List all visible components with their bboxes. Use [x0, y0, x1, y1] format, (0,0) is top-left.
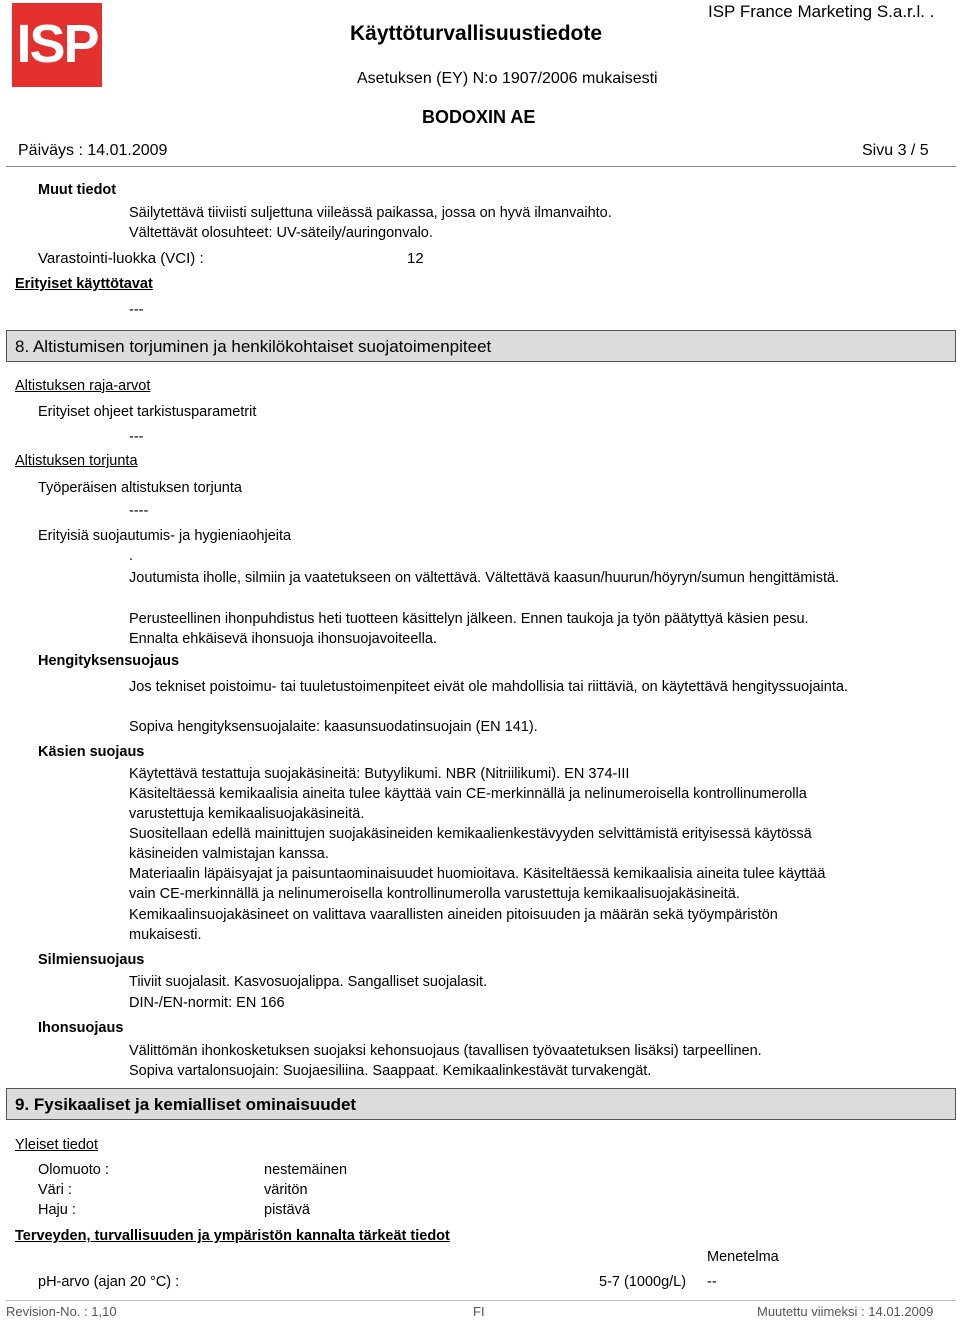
hand-protection-paragraph: Suositellaan edellä mainittujen suojakäsineiden kemikaalienkestävyyden selvittämistä erityisessä käytössä käsineiden valmistajan kanssa. [129, 826, 812, 863]
ph-label: pH-arvo (ajan 20 °C) : [38, 1274, 180, 1290]
occupational-control-heading: Työperäisen altistuksen torjunta [38, 480, 242, 496]
skin-protection-heading: Ihonsuojaus [38, 1020, 124, 1036]
property-value: väritön [264, 1182, 308, 1198]
logo-text: ISP [16, 14, 98, 74]
other-info-line: Säilytettävä tiiviisti suljettuna viileässä paikassa, jossa on hyvä ilmanvaihto. [129, 205, 612, 221]
product-name: BODOXIN AE [422, 107, 536, 127]
revision-number: Revision-No. : 1,10 [6, 1304, 117, 1319]
page-number: Sivu 3 / 5 [862, 142, 929, 159]
eye-protection-paragraph: Tiiviit suojalasit. Kasvosuojalippa. Sangalliset suojalasit. [129, 974, 488, 990]
exposure-limits-heading: Altistuksen raja-arvot [15, 378, 151, 394]
other-info-heading: Muut tiedot [38, 182, 117, 198]
company-logo [12, 3, 102, 87]
control-params-heading: Erityiset ohjeet tarkistusparametrit [38, 404, 257, 420]
hygiene-paragraph: Joutumista iholle, silmiin ja vaatetukseen on vältettävä. Vältettävä kaasun/huurun/höyryn/sumun hengittämistä. [129, 570, 840, 586]
occupational-control-value: ---- [129, 503, 149, 519]
eye-protection-paragraph: DIN-/EN-normit: EN 166 [129, 995, 285, 1011]
hygiene-heading: Erityisiä suojautumis- ja hygieniaohjeita [38, 528, 292, 544]
respiratory-heading: Hengityksensuojaus [38, 653, 180, 669]
storage-class-value: 12 [407, 250, 424, 267]
hand-protection-heading: Käsien suojaus [38, 744, 145, 760]
special-uses-value: --- [129, 302, 144, 318]
property-value: pistävä [264, 1202, 310, 1218]
respiratory-paragraph: Sopiva hengityksensuojalaite: kaasunsuodatinsuojain (EN 141). [129, 719, 538, 735]
general-info-heading: Yleiset tiedot [15, 1137, 99, 1153]
regulation-line: Asetuksen (EY) N:o 1907/2006 mukaisesti [357, 70, 658, 87]
hygiene-marker: . [129, 548, 134, 564]
hygiene-paragraph: Perusteellinen ihonpuhdistus heti tuotteen käsittelyn jälkeen. Ennen taukoja ja työn päätyttyä käsien pesu. Ennalta ehkäisevä ihonsuoja ihonsuojavoiteella. [129, 611, 809, 648]
skin-protection-paragraph: Välittömän ihonkosketuksen suojaksi kehonsuojaus (tavallisen työvaatetuksen lisäksi) tarpeellinen. [129, 1043, 762, 1059]
method-column-heading: Menetelma [707, 1249, 779, 1265]
property-label: Väri : [38, 1182, 72, 1198]
company-name: ISP France Marketing S.a.r.l. . [708, 2, 935, 21]
document-date: Päiväys : 14.01.2009 [18, 142, 168, 159]
property-value: nestemäinen [264, 1162, 348, 1178]
section-8-bar [6, 330, 956, 362]
language-code: FI [473, 1304, 485, 1319]
safety-info-heading: Terveyden, turvallisuuden ja ympäristön kannalta tärkeät tiedot [15, 1228, 450, 1244]
property-label: Haju : [38, 1202, 76, 1218]
exposure-control-heading: Altistuksen torjunta [15, 453, 138, 469]
other-info-line: Vältettävät olosuhteet: UV-säteily/auringonvalo. [129, 225, 433, 241]
section-8-title: 8. Altistumisen torjuminen ja henkilökohtaiset suojatoimenpiteet [15, 337, 492, 356]
eye-protection-heading: Silmiensuojaus [38, 952, 145, 968]
hand-protection-paragraph: Käsiteltäessä kemikaalisia aineita tulee käyttää vain CE-merkinnällä ja nelinumeroisella kontrollinumerolla varustettuja kemikaalisuojakäsineitä. [129, 786, 807, 823]
storage-class-label: Varastointi-luokka (VCI) : [38, 250, 204, 267]
section-9-title: 9. Fysikaaliset ja kemialliset ominaisuudet [15, 1095, 357, 1114]
control-params-value: --- [129, 429, 144, 445]
respiratory-paragraph: Jos tekniset poistoimu- tai tuuletustoimenpiteet eivät ole mahdollisia tai riittäviä, on käytettävä hengityssuojainta. [129, 679, 848, 695]
section-9-bar [6, 1088, 956, 1120]
last-modified: Muutettu viimeksi : 14.01.2009 [757, 1304, 934, 1319]
footer-divider [6, 1300, 956, 1301]
ph-method: -- [707, 1274, 717, 1290]
header-divider [6, 166, 956, 167]
document-title: Käyttöturvallisuustiedote [350, 22, 603, 45]
ph-value: 5-7 (1000g/L) [599, 1274, 687, 1290]
property-label: Olomuoto : [38, 1162, 109, 1178]
skin-protection-paragraph: Sopiva vartalonsuojain: Suojaesiliina. Saappaat. Kemikaalinkestävät turvakengät. [129, 1063, 652, 1079]
hand-protection-paragraph: Materiaalin läpäisyajat ja paisuntaominaisuudet huomioitava. Käsiteltäessä kemikaalisia aineita tulee käyttää vain CE-merkinnällä ja nelinumeroisella kontrollinumerolla varustettuja kemikaalisuojakäsineitä. Kemikaalinsuojakäsineet on valittava vaarallisten aineiden pitoisuuden ja määrän sekä työympäristön mukaisesti. [129, 866, 826, 943]
hand-protection-paragraph: Käytettävä testattuja suojakäsineitä: Butyylikumi. NBR (Nitriilikumi). EN 374-III [129, 766, 630, 782]
special-uses-heading: Erityiset käyttötavat [15, 276, 153, 292]
